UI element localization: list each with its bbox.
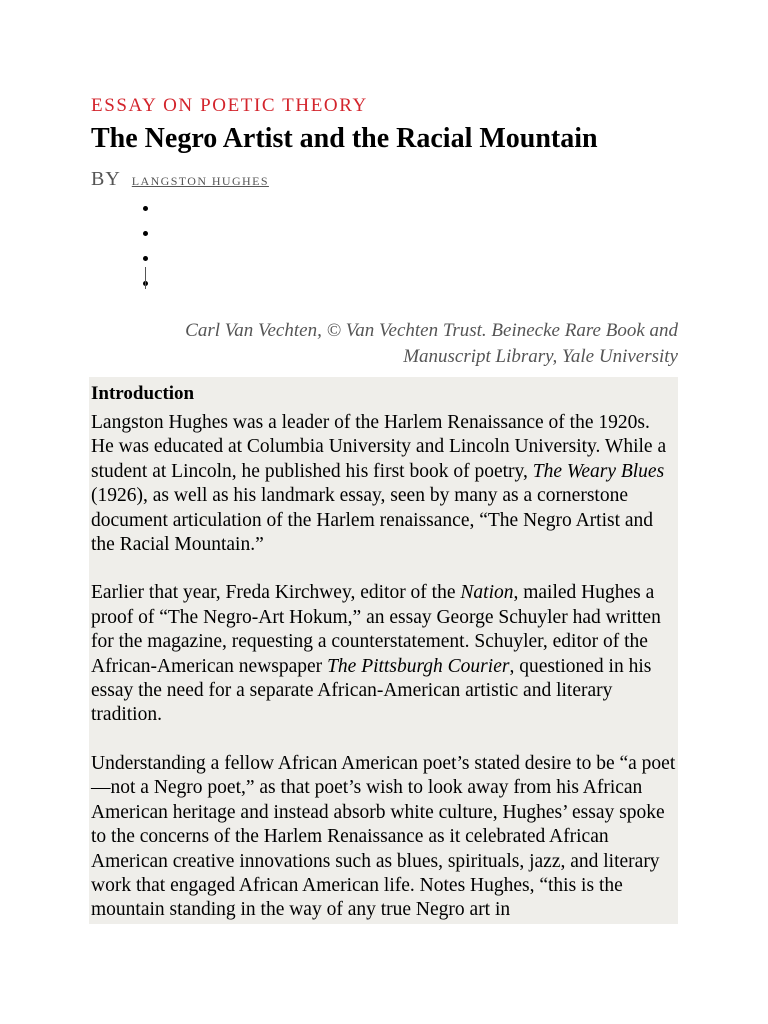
image-caption-line2: Manuscript Library, Yale University [403,346,678,367]
image-caption-line1: Carl Van Vechten, © Van Vechten Trust. Beinecke Rare Book and [185,320,678,341]
image-caption [91,318,678,370]
share-item[interactable] [143,223,153,248]
essay-title: The Negro Artist and the Racial Mountain [91,123,598,154]
introduction-box [89,377,678,924]
author-link[interactable]: LANGSTON HUGHES [131,174,269,188]
introduction-paragraph: Earlier that year, Freda Kirchwey, editor of the Nation, mailed Hughes a proof of “The Negro-Art Hokum,” an essay George Schuyler had written for the magazine, requesting a counterstatement. Schuyler, editor of the African-American newspaper The Pittsburgh Courier, questioned in his essay the need for a separate African-American artistic and literary tradition. [91,582,661,726]
byline-label: BY [91,168,121,190]
essay-kicker: ESSAY ON POETIC THEORY [91,95,368,116]
share-item[interactable] [143,198,153,223]
byline [91,167,269,193]
introduction-paragraph: Understanding a fellow African American poet’s stated desire to be “a poet—not a Negro poet,” as that poet’s wish to look away from his African American heritage and instead absorb white culture, Hughes’ essay spoke to the concerns of the Harlem Renaissance as it celebrated African American creative innovations such as blues, spirituals, jazz, and literary work that engaged African American life. Notes Hughes, “this is the mountain standing in the way of any true Negro art in [91,752,676,921]
share-item[interactable] [143,273,153,298]
share-list [143,198,153,298]
introduction-heading: Introduction [91,383,195,404]
introduction-paragraph: Langston Hughes was a leader of the Harlem Renaissance of the 1920s. He was educated at Columbia University and Lincoln University. While a student at Lincoln, he published his first book of poetry, The Weary Blues (1926), as well as his landmark essay, seen by many as a cornerstone document articulation of the Harlem renaissance, “The Negro Artist and the Racial Mountain.” [91,412,667,556]
